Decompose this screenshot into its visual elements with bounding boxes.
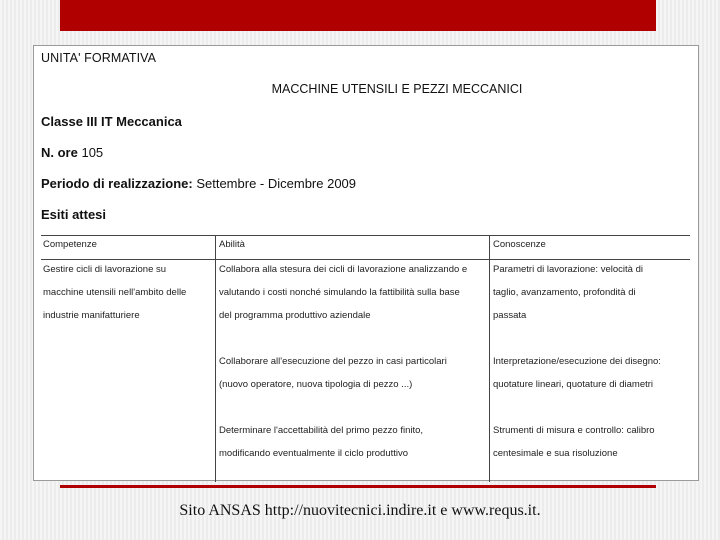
top-accent-bar <box>60 0 656 31</box>
abilita-line: (nuovo operatore, nuova tipologia di pezzo ...) <box>219 379 413 390</box>
footer-source-text: Sito ANSAS http://nuovitecnici.indire.it e www.requs.it. <box>179 502 541 519</box>
unita-formativa-label: UNITA' FORMATIVA <box>41 51 157 65</box>
abilita-line: Collaborare all'esecuzione del pezzo in casi particolari <box>219 356 447 367</box>
conoscenze-cell <box>493 258 661 465</box>
header-conoscenze: Conoscenze <box>493 239 546 250</box>
spacer <box>493 396 661 419</box>
bottom-accent-bar <box>60 485 656 488</box>
spacer <box>219 327 467 350</box>
abilita-line: del programma produttivo aziendale <box>219 310 371 321</box>
abilita-line: Collabora alla stesura dei cicli di lavorazione analizzando e <box>219 264 468 275</box>
abilita-line: valutando i costi nonché simulando la fattibilità sulla base <box>219 287 460 298</box>
conoscenze-line: Parametri di lavorazione: velocità di <box>493 264 643 275</box>
periodo-value: Settembre - Dicembre 2009 <box>196 176 357 191</box>
spacer <box>219 396 467 419</box>
conoscenze-line: Interpretazione/esecuzione dei disegno: <box>493 356 661 367</box>
conoscenze-line: Strumenti di misura e controllo: calibro <box>493 425 655 436</box>
esiti-table <box>41 235 690 482</box>
conoscenze-line: passata <box>493 310 527 321</box>
header-abilita: Abilità <box>219 239 245 250</box>
ore-line <box>41 145 103 160</box>
conoscenze-line: centesimale e sua risoluzione <box>493 448 618 459</box>
classe-line <box>41 114 182 129</box>
periodo-line <box>41 176 356 191</box>
esiti-attesi-heading: Esiti attesi <box>41 207 107 222</box>
abilita-cell <box>219 258 467 465</box>
competenze-line: macchine utensili nell'ambito delle <box>43 287 187 298</box>
abilita-line: modificando eventualmente il ciclo produttivo <box>219 448 409 459</box>
ore-value: 105 <box>81 145 104 160</box>
spacer <box>493 327 661 350</box>
column-divider-1 <box>215 235 216 482</box>
classe-text: Classe III IT Meccanica <box>41 114 182 129</box>
document-scan <box>33 45 699 481</box>
competenze-line: industrie manifatturiere <box>43 310 140 321</box>
competenze-cell <box>43 258 186 327</box>
periodo-label: Periodo di realizzazione: <box>41 176 193 191</box>
abilita-line: Determinare l'accettabilità del primo pezzo finito, <box>219 425 424 436</box>
table-top-border <box>41 235 690 236</box>
competenze-line: Gestire cicli di lavorazione su <box>43 264 167 275</box>
header-competenze: Competenze <box>43 239 97 250</box>
column-divider-2 <box>489 235 490 482</box>
conoscenze-line: quotature lineari, quotature di diametri <box>493 379 654 390</box>
conoscenze-line: taglio, avanzamento, profondità di <box>493 287 636 298</box>
ore-label: N. ore <box>41 145 78 160</box>
document-title: MACCHINE UTENSILI E PEZZI MECCANICI <box>271 82 523 96</box>
